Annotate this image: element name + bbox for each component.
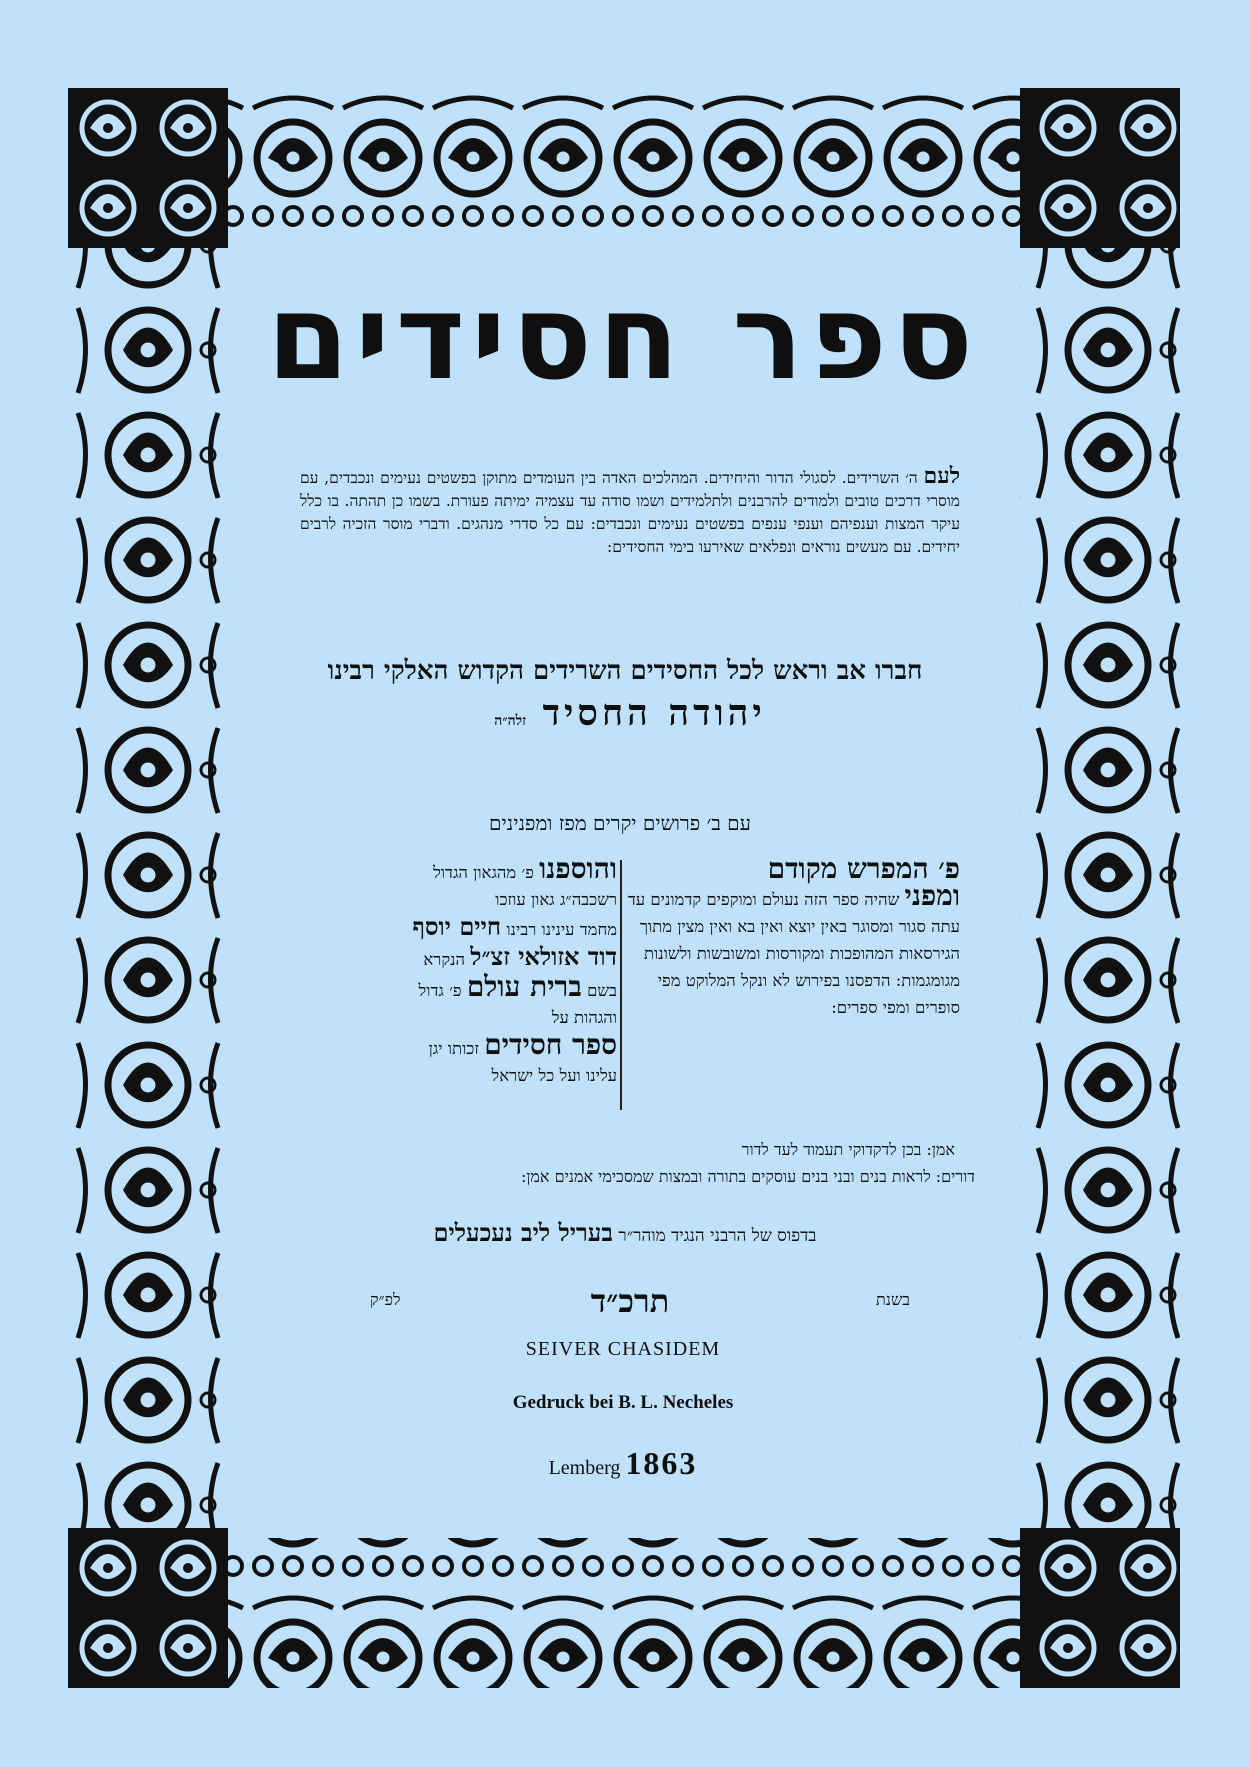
author-name xyxy=(430,690,830,744)
left-column-line4-wrap xyxy=(255,943,617,973)
author-name-text: יהודה החסיד xyxy=(542,692,766,734)
left-column-line5-wrap xyxy=(255,970,617,1004)
page-title: ספר חסידים xyxy=(266,268,980,406)
commentaries-intro: עם ב׳ פרושים יקרים מפז ומפנינים xyxy=(489,811,751,835)
left-column-line3-wrap xyxy=(255,913,617,943)
left-column-book1: ברית עולם xyxy=(466,970,582,1003)
left-column-heading-note: פ׳ מהגאון הגדול xyxy=(433,863,534,882)
latin-city: Lemberg xyxy=(548,1457,621,1479)
right-column-body xyxy=(620,879,960,1021)
hebrew-year: תרכ״ד xyxy=(590,1282,670,1320)
right-column-lead: ומפני xyxy=(904,879,960,912)
left-column-heading-line xyxy=(255,852,617,886)
printer-pre: בדפוס של הרבני הנגיד מוהר״ר xyxy=(618,1226,817,1246)
year-row xyxy=(350,1282,910,1326)
intro-lead: לעם xyxy=(923,463,960,489)
latin-year: 1863 xyxy=(625,1445,698,1481)
left-column-line5-post: פ׳ גדול xyxy=(418,981,462,1000)
closing-line-1: אמן: בכן לדקדוקי תעמוד לעד לדור xyxy=(741,1140,955,1159)
printer-name: בעריל ליב נעכעלים xyxy=(433,1218,613,1247)
printer-line xyxy=(300,1218,950,1251)
left-column-line7-wrap xyxy=(255,1028,617,1062)
author-line: חברו אב וראש לכל החסידים השרידים הקדוש האלקי רבינו xyxy=(327,656,923,686)
year-shana: בשנת xyxy=(876,1290,910,1309)
left-column-name2: דוד אזולאי זצ״ל xyxy=(470,942,617,971)
left-column-book2: ספר חסידים xyxy=(484,1028,617,1061)
right-column-heading: פ׳ המפרש מקודם xyxy=(767,852,960,885)
left-column-line3: מחמד עינינו רבינו xyxy=(506,920,617,939)
left-column-line6: והגהות על xyxy=(551,1008,617,1027)
latin-title: SEIVER CHASIDEM xyxy=(525,1338,721,1360)
left-column-line5-pre: בשם xyxy=(587,981,617,1000)
closing-line-2: דורים: לראות בנים ובני בנים עוסקים בתורה ובמצות שמסכימי אמנים אמן: xyxy=(520,1167,975,1186)
left-column-heading: והוספנו xyxy=(539,852,617,885)
intro-text: ה׳ השרידים. לסגולי הדור והיחידים. המהלכים האדה בין העומדים מתוקן בפשטים נעימים ונכבדים, עם מוסרי דרכים טובים ולמודים להרבנים ולתלמידים ושמו סודה עד עצמיה ימיתה פעורת. בשמו כן תהתה. בו כלל עיקר המצות וענפיהם וענפי ענפים בפשטים נעימים ונכבדים: עם כל סדרי מנהגים. ודברי מוסר הזכיה לרבים יחידים. עם מעשים נוראים ונפלאים שאירעו בימי החסידים: xyxy=(300,469,960,556)
author-honorific: זלה״ה xyxy=(494,713,527,729)
left-column-name2-suffix: הנקרא xyxy=(423,950,466,969)
left-column-line2: רשכבה״ג גאון עוזכו xyxy=(495,890,617,909)
intro-paragraph xyxy=(300,465,960,559)
left-column-name1: חיים יוסף xyxy=(412,912,502,941)
year-lifak: לפ״ק xyxy=(370,1290,401,1309)
right-column-text: שהיה ספר הזה נעולם ומוקפים קדמונים עד עתה סגור ומסוגר באין יוצא ואין בא ואין מצין מתוך הגירסאות המהופכות ומקורסות ומשובשות ולשונות מגומגמות: הדפסנו בפירוש לא ונקל המלוקט מפי סופרים ומפי ספרים: xyxy=(627,890,960,1017)
latin-imprint xyxy=(228,1445,1018,1482)
latin-printer: Gedruck bei B. L. Necheles xyxy=(512,1392,734,1413)
right-column xyxy=(620,852,960,1021)
left-column-line7-post: זכותו יגן xyxy=(428,1039,479,1058)
left-column-line8: עלינו ועל כל ישראל xyxy=(491,1066,617,1085)
left-column xyxy=(255,852,617,1089)
